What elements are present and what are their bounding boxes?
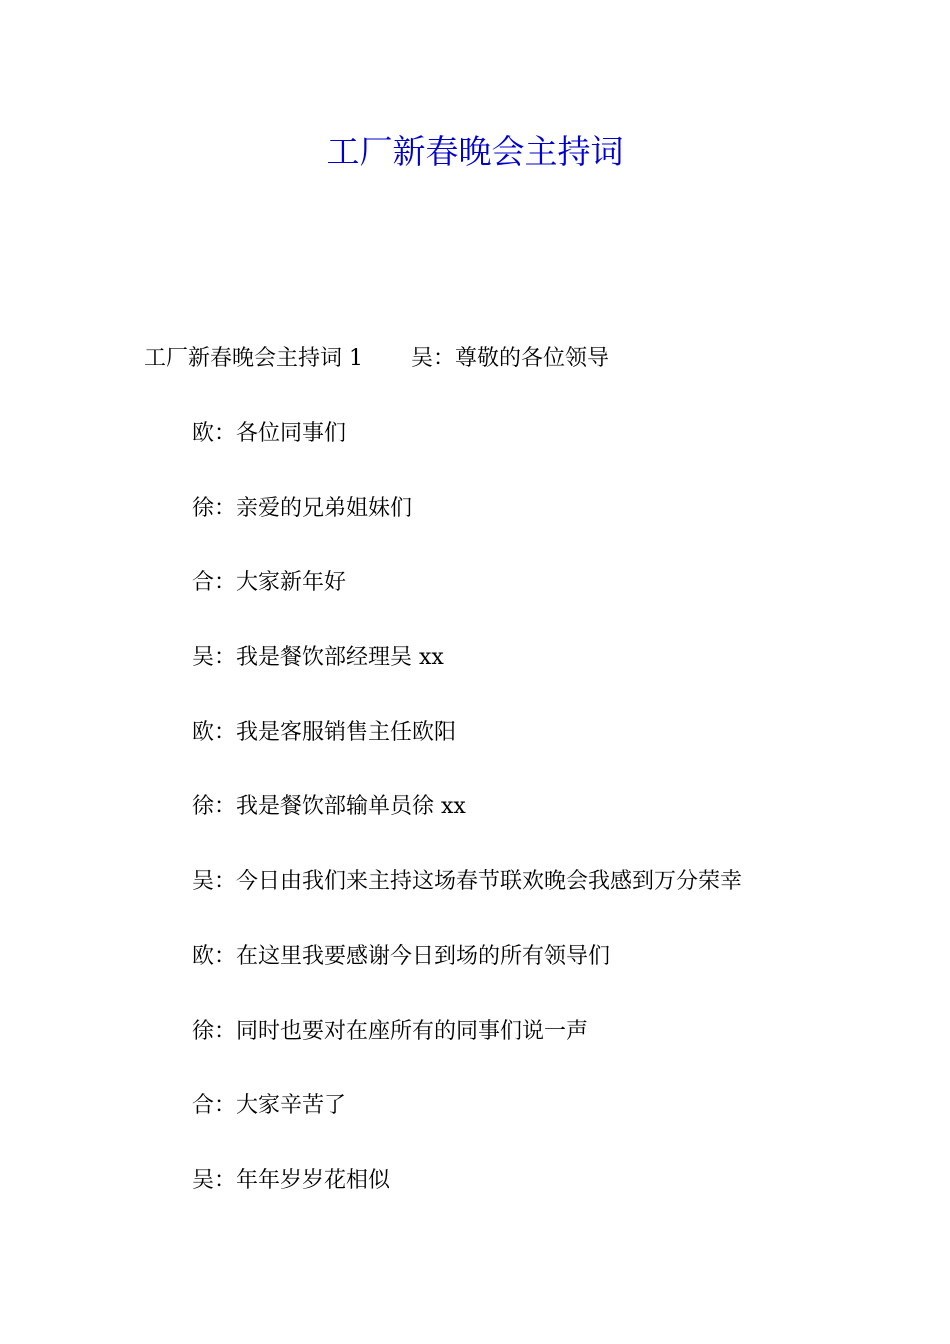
first-paragraph-line bbox=[144, 343, 609, 375]
dialogue-line: 合：大家辛苦了 bbox=[192, 1093, 347, 1119]
dialogue-list bbox=[192, 418, 742, 1240]
dialogue-line: 合：大家新年好 bbox=[192, 570, 347, 596]
dialogue-line: 吴：今日由我们来主持这场春节联欢晚会我感到万分荣幸 bbox=[192, 869, 743, 895]
dialogue-line: 徐：我是餐饮部输单员徐 xx bbox=[192, 794, 466, 820]
document-title: 工厂新春晚会主持词 bbox=[326, 132, 624, 171]
section-heading: 工厂新春晚会主持词 1 bbox=[144, 346, 363, 371]
dialogue-line: 吴：我是餐饮部经理吴 xx bbox=[192, 645, 444, 671]
dialogue-line: 吴：尊敬的各位领导 bbox=[411, 346, 610, 371]
dialogue-line: 徐：亲爱的兄弟姐妹们 bbox=[192, 495, 413, 521]
dialogue-line: 徐：同时也要对在座所有的同事们说一声 bbox=[192, 1018, 589, 1044]
dialogue-line: 欧：各位同事们 bbox=[192, 421, 347, 446]
dialogue-line: 欧：在这里我要感谢今日到场的所有领导们 bbox=[192, 943, 611, 969]
dialogue-line: 欧：我是客服销售主任欧阳 bbox=[192, 719, 457, 745]
dialogue-line: 吴：年年岁岁花相似 bbox=[192, 1167, 391, 1193]
